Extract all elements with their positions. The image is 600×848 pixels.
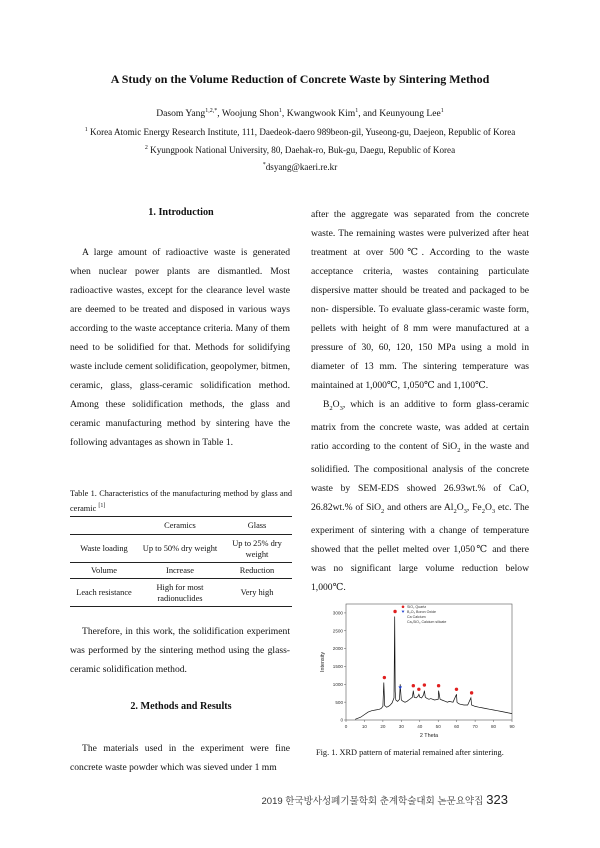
quartz-peak-marker: [383, 676, 386, 679]
y-tick-label: 500: [335, 699, 343, 705]
xrd-pattern-line: [355, 617, 512, 720]
x-tick-label: 70: [472, 724, 478, 729]
legend-label: Ca Calcium: [407, 615, 426, 619]
x-tick-label: 40: [417, 724, 423, 729]
y-tick-label: 2000: [332, 646, 343, 652]
chem-text: B: [323, 399, 330, 410]
subscript: 3: [491, 507, 496, 515]
table-header-cell: [70, 517, 138, 535]
subscript: 2: [329, 404, 333, 412]
table-cell: Up to 50% dry weight: [142, 544, 218, 553]
contact-email: [0, 162, 600, 172]
table-cell: Very high: [240, 588, 274, 597]
author-name: , Woojung Shon: [217, 108, 279, 120]
author-affil-mark: 1: [355, 108, 359, 114]
subscript: 3: [463, 507, 467, 515]
table-cell: Waste loading: [80, 544, 128, 553]
table-row: [70, 579, 292, 607]
body-text: O: [484, 501, 492, 513]
quartz-peak-marker: [393, 610, 396, 613]
table-cell: Reduction: [239, 566, 275, 575]
body-text: and others are Al: [384, 501, 454, 513]
subscript: 2: [381, 507, 385, 515]
body-text: O: [456, 501, 464, 513]
chem-text: O: [332, 399, 340, 410]
author-affil-mark: 1: [440, 108, 444, 114]
y-tick-label: 2500: [332, 628, 343, 634]
table-row: [70, 535, 292, 563]
x-tick-label: 30: [398, 724, 404, 729]
intro-paragraph: A large amount of radioactive waste is generated when nuclear power plants are dismantled. Most radioactive wastes, except for the clearance level waste are deemed to be treated and disposed in various ways according to the waste acceptance criteria. Many of them need to be solidified for that. Methods for solidifying waste include cement solidification, geopolymer, bitmen, ceramic, glass, glass-ceramic solidification method. Among these solidification methods, the glass and ceramic manufacturing method by sintering have the following advantages as shown in Table 1.: [70, 247, 290, 448]
x-axis-label: 2 Theta: [419, 733, 439, 739]
author-name: Dasom Yang: [156, 108, 206, 120]
section-heading-methods: 2. Methods and Results: [130, 701, 232, 712]
table-cell: Increase: [166, 566, 194, 575]
xrd-figure: [316, 596, 522, 740]
body-text: , which is an additive to form glass-ceramic matrix from the concrete waste, was added at certain ratio according to the content of SiO: [311, 399, 529, 452]
x-tick-label: 50: [435, 724, 441, 729]
table-caption-text: Table 1. Characteristics of the manufacturing method by glass and ceramic: [70, 489, 292, 513]
table-header-row: [70, 517, 292, 535]
y-tick-label: 1000: [332, 681, 343, 687]
quartz-peak-marker: [412, 684, 415, 687]
x-tick-label: 60: [454, 724, 460, 729]
legend-quartz-symbol: [402, 606, 405, 609]
affiliation-1: [0, 127, 600, 137]
subscript: 2: [481, 507, 485, 515]
subscript: 3: [339, 404, 343, 412]
affiliation-text: Kyungpook National University, 80, Daehak-ro, Buk-gu, Daegu, Republic of Korea: [150, 145, 456, 156]
footer-text: 2019 한국방사성폐기물학회 춘계학술대회 논문요약집: [261, 796, 484, 807]
quartz-peak-marker: [470, 691, 473, 694]
body-text: etc. The experiment of sintering with a change of temperature showed that the pellet melted over 1,050℃ and there was no significant large volume reduction below 1,000℃.: [311, 501, 530, 593]
x-tick-label: 20: [380, 724, 386, 729]
table-row: [70, 563, 292, 579]
citation-ref: [1]: [98, 503, 106, 509]
characteristics-table: [70, 516, 292, 607]
xrd-chart: [316, 596, 522, 740]
table-cell: Volume: [91, 566, 117, 575]
table-cell: High for most radionuclides: [156, 582, 204, 603]
subscript: 2: [453, 507, 457, 515]
email-mark: *: [262, 162, 266, 168]
b2o3-paragraph: [311, 395, 529, 597]
page-number: 323: [486, 792, 508, 807]
boron-oxide-peak-marker: [398, 686, 402, 689]
table-1: [70, 516, 292, 607]
legend-label: Ca₂SiO₄ Calcium silicate: [407, 620, 447, 624]
author-list: [0, 108, 600, 119]
affiliation-text: Korea Atomic Energy Research Institute, 111, Daedeok-daero 989beon-gil, Yuseong-gu, Daejeon, Republic of Korea: [89, 127, 516, 138]
subscript: 2: [457, 446, 461, 454]
table-header-cell: Glass: [247, 521, 267, 530]
author-name: , and Keunyoung Lee: [358, 108, 441, 120]
affiliation-2: [0, 145, 600, 155]
x-tick-label: 0: [344, 724, 348, 729]
y-tick-label: 1500: [332, 664, 343, 670]
quartz-peak-marker: [417, 688, 420, 691]
email-text: dsyang@kaeri.re.kr: [265, 162, 338, 173]
table-header-cell: Ceramics: [164, 521, 196, 530]
table-caption: [70, 488, 292, 515]
x-tick-label: 90: [509, 724, 515, 729]
author-name: , Kwangwook Kim: [281, 108, 356, 120]
y-axis-label: Intensity: [320, 651, 326, 673]
body-text: in the waste and solidified. The compositional analysis of the concrete waste by SEM-EDS showed 26.93wt.% of CaO, 26.82wt.% of SiO: [311, 440, 529, 513]
therefore-paragraph: Therefore, in this work, the solidification experiment was performed by the sintering method using the glass-ceramic solidification method.: [70, 626, 290, 675]
y-tick-label: 0: [340, 717, 343, 723]
quartz-peak-marker: [437, 684, 440, 687]
x-tick-label: 80: [490, 724, 497, 729]
table-cell: Up to 25% dry weight: [232, 538, 282, 559]
legend-boron-symbol: [402, 611, 405, 613]
table-cell: Leach resistance: [76, 588, 132, 597]
section-heading-introduction: 1. Introduction: [148, 207, 214, 218]
affiliation-mark: 1: [84, 127, 88, 133]
author-affil-mark: 1: [278, 108, 282, 114]
methods-paragraph-continued: after the aggregate was separated from the concrete waste. The remaining wastes were pulverized after heat treatment at over 500℃. According to the waste acceptance criteria, wastes containing particulate dispersive matter should be treated and packaged to be non- dispersible. To evaluate glass-ceramic waste form, pellets with height of 8 mm were manufactured at a pressure of 30, 60, 120, 150 MPa using a mold in diameter of 13 mm. The sintering temperature was maintained at 1,000℃, 1,050℃ and 1,100℃.: [311, 209, 529, 391]
quartz-peak-marker: [455, 688, 458, 691]
y-tick-label: 3000: [332, 610, 343, 616]
author-affil-mark: 1,2,*: [205, 108, 218, 114]
quartz-peak-marker: [423, 683, 426, 686]
paper-title: A Study on the Volume Reduction of Concrete Waste by Sintering Method: [110, 72, 490, 86]
legend-label: B₂O₃ Boron Oxide: [407, 610, 437, 614]
figure-caption: Fig. 1. XRD pattern of material remained after sintering.: [316, 748, 504, 757]
x-tick-label: 10: [361, 724, 368, 729]
page-footer: [262, 792, 508, 807]
affiliation-mark: 2: [144, 145, 148, 151]
legend-label: SiO₂ Quartz: [407, 605, 427, 609]
methods-paragraph: The materials used in the experiment were fine concrete waste powder which was sieved under 1 mm: [70, 743, 290, 773]
body-text: , Fe: [466, 501, 482, 513]
